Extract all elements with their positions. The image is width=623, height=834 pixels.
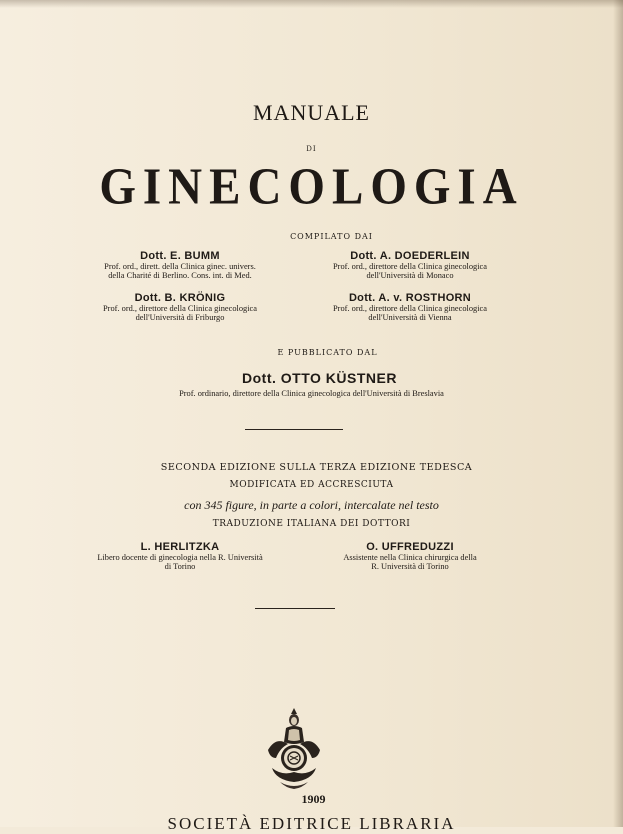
translator-name: L. HERLITZKA — [140, 541, 220, 553]
editor-desc: Prof. ordinario, direttore della Clinica ginecologica dell'Università di Breslavia — [179, 389, 444, 398]
author-doederlein — [300, 250, 520, 280]
compilato-label: COMPILATO DAI — [290, 232, 373, 241]
translation-label: TRADUZIONE ITALIANA DEI DOTTORI — [212, 519, 411, 529]
author-kronig — [60, 292, 300, 322]
author-desc: Prof. ord., direttore della Clinica ginecologica — [333, 304, 487, 313]
author-desc: Prof. ord., direttore della Clinica ginecologica — [333, 262, 487, 271]
author-bumm — [60, 250, 300, 280]
figures-note: con 345 figure, in parte a colori, intercalate nel testo — [184, 498, 439, 512]
author-desc: della Charité di Berlino. Cons. int. di Med. — [108, 271, 252, 280]
publisher-name: SOCIETÀ EDITRICE LIBRARIA — [167, 814, 456, 833]
pubblicato-label: E PUBBLICATO DAL — [277, 348, 378, 357]
page-edge-top — [0, 0, 623, 8]
translator-desc: Assistente nella Clinica chirurgica della — [343, 553, 477, 562]
author-name: Dott. B. KRÖNIG — [134, 292, 226, 304]
publisher-emblem-icon — [262, 706, 326, 790]
author-name: Dott. A. DOEDERLEIN — [350, 250, 470, 262]
author-desc: Prof. ord., dirett. della Clinica ginec. univers. — [104, 262, 256, 271]
translator-desc: Libero docente di ginecologia nella R. Università — [97, 553, 263, 562]
author-rosthorn — [300, 292, 520, 322]
author-name: Dott. E. BUMM — [140, 250, 220, 262]
translator-desc: di Torino — [164, 562, 196, 571]
di-label: DI — [306, 145, 317, 153]
divider — [245, 429, 343, 430]
translator-herlitzka — [60, 541, 300, 571]
editor-name: Dott. OTTO KÜSTNER — [242, 370, 397, 386]
book-title: GINECOLOGIA — [99, 158, 524, 216]
divider — [255, 608, 335, 609]
author-desc: dell'Università di Monaco — [366, 271, 454, 280]
edition-line: MODIFICATA ED ACCRESCIUTA — [229, 480, 394, 490]
publication-year: 1909 — [301, 792, 326, 806]
author-desc: Prof. ord., direttore della Clinica ginecologica — [103, 304, 257, 313]
author-name: Dott. A. v. ROSTHORN — [348, 292, 472, 304]
translator-uffreduzzi — [300, 541, 520, 571]
manuale-heading: MANUALE — [253, 100, 370, 125]
edition-line: SECONDA EDIZIONE SULLA TERZA EDIZIONE TEDESCA — [160, 462, 473, 473]
author-desc: dell'Università di Vienna — [368, 313, 452, 322]
author-desc: dell'Università di Friburgo — [135, 313, 225, 322]
translator-desc: R. Università di Torino — [371, 562, 449, 571]
translator-name: O. UFFREDUZZI — [366, 541, 454, 553]
